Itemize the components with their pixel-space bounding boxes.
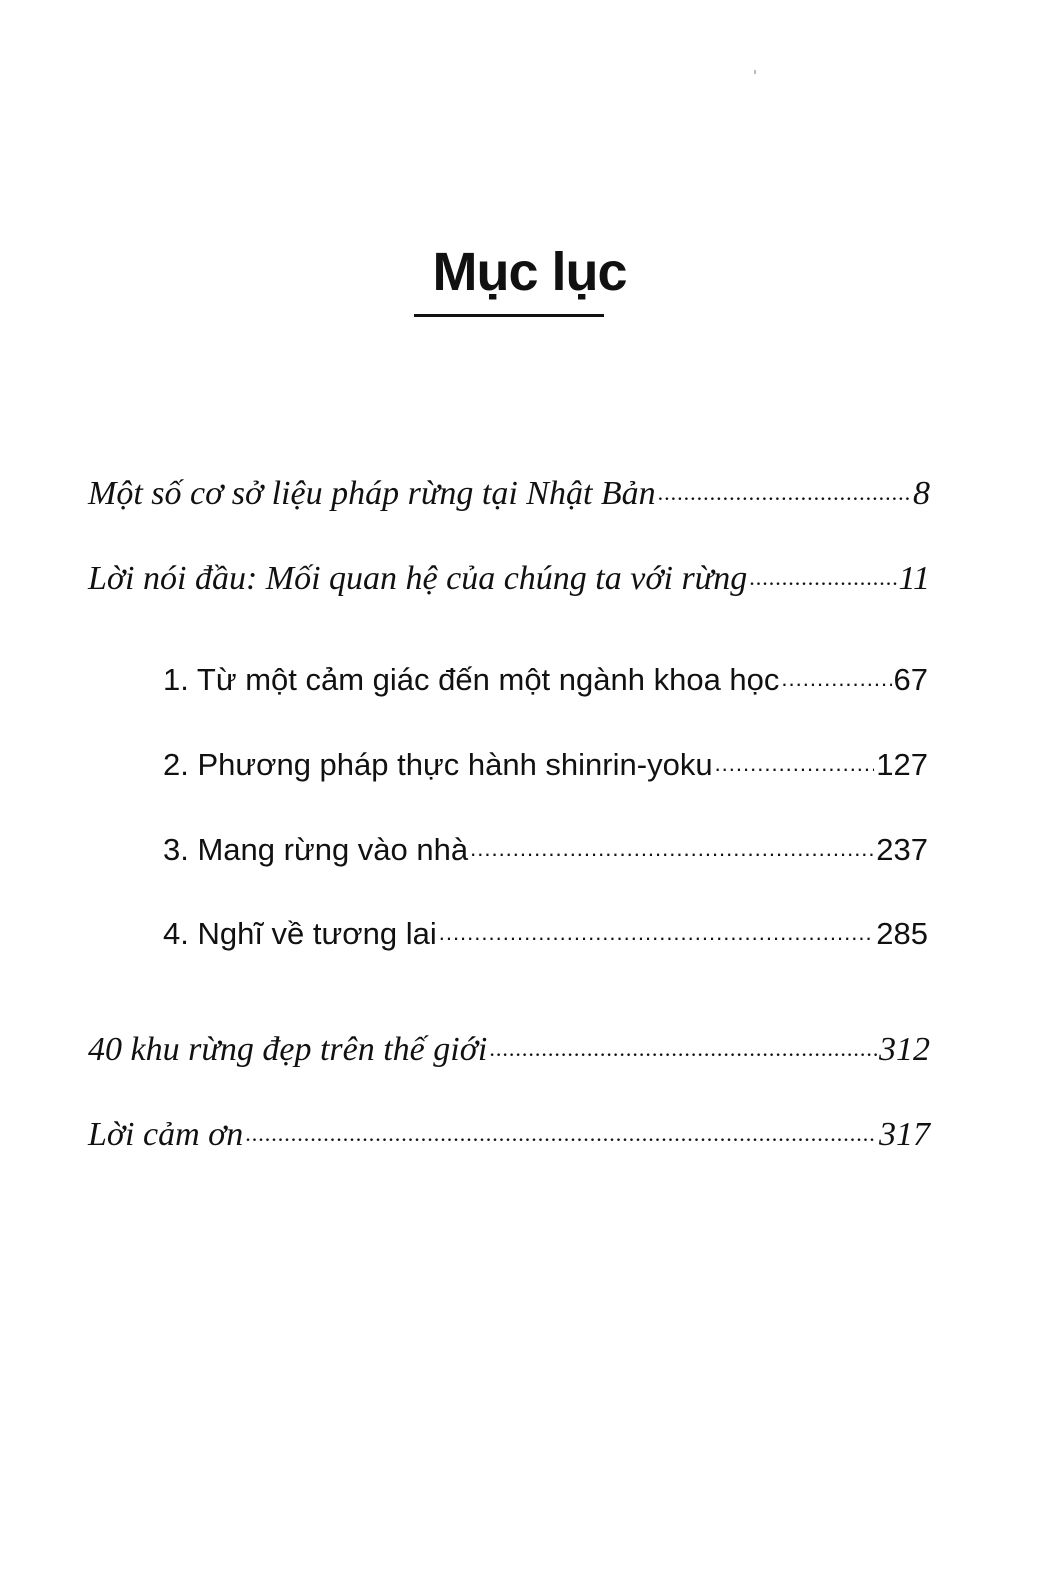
title-underline bbox=[414, 314, 604, 317]
toc-entry-page-number: 237 bbox=[876, 832, 928, 867]
toc-entry-page-number: 11 bbox=[898, 560, 930, 597]
toc-entry-chapter-2[interactable] bbox=[163, 743, 928, 787]
toc-entry-label: Lời cảm ơn bbox=[88, 1116, 244, 1153]
toc-entry-back-matter-2[interactable] bbox=[88, 1113, 930, 1157]
dot-leader bbox=[715, 745, 875, 775]
toc-entry-label: 4. Nghĩ về tương lai bbox=[163, 916, 437, 951]
toc-entry-page-number: 285 bbox=[876, 916, 928, 951]
dot-leader bbox=[439, 914, 875, 944]
toc-entry-chapter-3[interactable] bbox=[163, 828, 928, 872]
toc-entry-page-number: 127 bbox=[876, 747, 928, 782]
toc-entry-page-number: 312 bbox=[879, 1031, 930, 1068]
toc-entry-label: 2. Phương pháp thực hành shinrin-yoku bbox=[163, 747, 713, 782]
dot-leader bbox=[749, 559, 896, 589]
toc-entry-front-matter-1[interactable] bbox=[88, 472, 930, 516]
toc-entry-label: 1. Từ một cảm giác đến một ngành khoa học bbox=[163, 662, 780, 697]
toc-entry-page-number: 8 bbox=[913, 475, 930, 512]
toc-entry-label: 3. Mang rừng vào nhà bbox=[163, 832, 469, 867]
dot-leader bbox=[245, 1115, 877, 1145]
dot-leader bbox=[781, 660, 891, 690]
toc-entry-page-number: 317 bbox=[879, 1116, 930, 1153]
scan-speck bbox=[754, 70, 756, 74]
toc-entry-chapter-4[interactable] bbox=[163, 912, 928, 956]
page-title: Mục lục bbox=[432, 242, 627, 302]
dot-leader bbox=[470, 830, 874, 860]
toc-entry-front-matter-2[interactable] bbox=[88, 557, 930, 601]
dot-leader bbox=[658, 474, 911, 504]
toc-entry-label: Một số cơ sở liệu pháp rừng tại Nhật Bản bbox=[88, 475, 656, 512]
toc-entry-back-matter-1[interactable] bbox=[88, 1028, 930, 1072]
toc-entry-page-number: 67 bbox=[893, 662, 928, 697]
dot-leader bbox=[489, 1030, 877, 1060]
toc-entry-chapter-1[interactable] bbox=[163, 658, 928, 702]
toc-entry-label: Lời nói đầu: Mối quan hệ của chúng ta với rừng bbox=[88, 560, 748, 597]
toc-entry-label: 40 khu rừng đẹp trên thế giới bbox=[88, 1031, 488, 1068]
